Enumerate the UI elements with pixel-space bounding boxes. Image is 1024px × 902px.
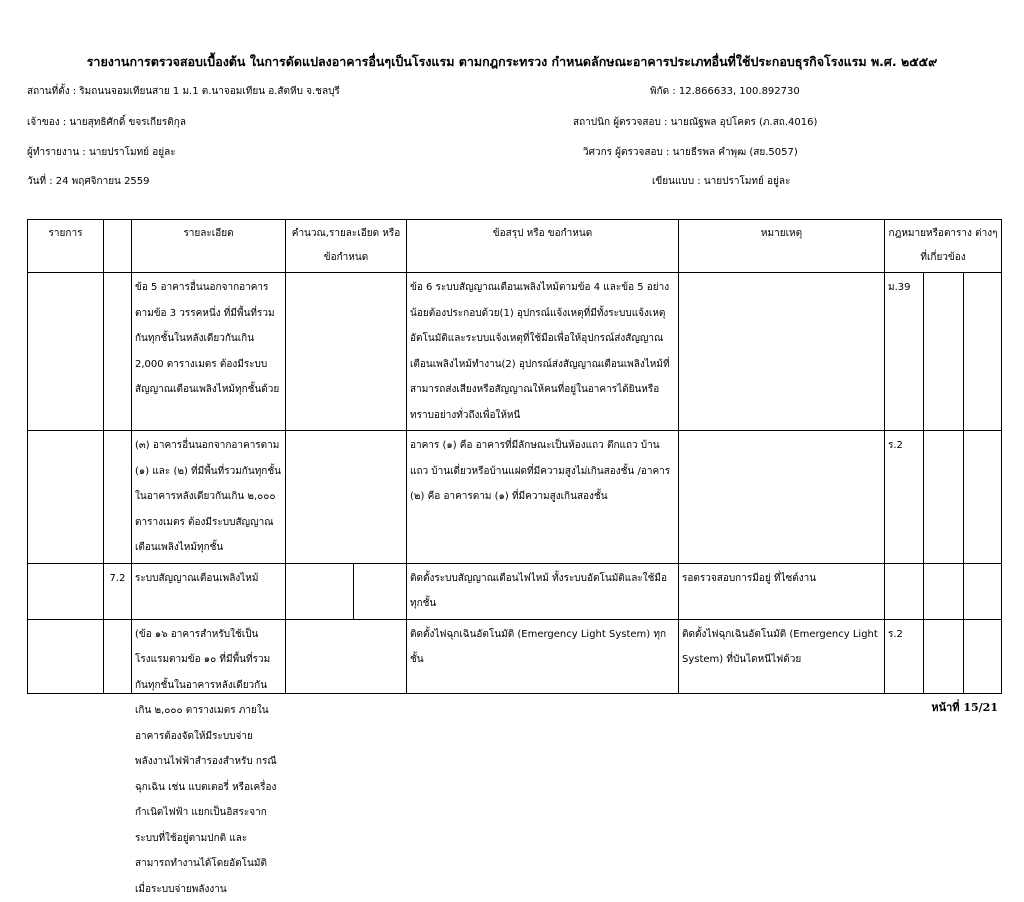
cell-remark: ติดตั้งไฟฉุกเฉินอัตโนมัติ (Emergency Light System) ที่บันไดหนีไฟด้วย — [679, 619, 885, 693]
table-row — [28, 619, 1002, 693]
cell-detail: (๓) อาคารอื่นนอกจากอาคารตาม (๑) และ (๒) ที่มีพื้นที่รวมกันทุกชั้นในอาคารหลังเดียวกันเกิน ๒,๐๐๐ ตารางเมตร ต้องมีระบบสัญญาณเตือนเพลิงไหม้ทุกชั้น — [132, 431, 286, 564]
cell-law-extra — [924, 563, 964, 619]
table-row — [28, 563, 1002, 619]
cell-detail: ข้อ 5 อาคารอื่นนอกจากอาคารตามข้อ 3 วรรคหนึ่ง ที่มีพื้นที่รวมกันทุกชั้นในหลังเดียวกันเกิน 2,000 ตารางเมตร ต้องมีระบบสัญญาณเตือนเพลิงไหม้ทุกชั้นด้วย — [132, 273, 286, 431]
cell-conclusion: ติดตั้งไฟฉุกเฉินอัตโนมัติ (Emergency Light System) ทุกชั้น — [407, 619, 679, 693]
table-header-row — [28, 220, 1002, 273]
cell-remark: รอตรวจสอบการมีอยู่ ที่ไซต์งาน — [679, 563, 885, 619]
header-remark: หมายเหตุ — [679, 220, 885, 273]
cell-law-extra — [964, 431, 1002, 564]
drafter-field: เขียนแบบ : นายปราโมทย์ อยู่ละ — [652, 176, 791, 187]
cell-calc — [286, 273, 407, 431]
cell-item — [28, 619, 104, 693]
document-title: รายงานการตรวจสอบเบื้องต้น ในการดัดแปลงอาคารอื่นๆเป็นโรงแรม ตามกฎกระทรวง กำหนดลักษณะอาคารประเภทอื่นที่ใช้ประกอบธุรกิจโรงแรม พ.ศ. ๒๕๕๙ — [86, 54, 938, 69]
owner-field: เจ้าของ : นายสุทธิศักดิ์ ขจรเกียรติกุล — [27, 117, 186, 128]
coordinates-field: พิกัด : 12.866633, 100.892730 — [650, 86, 800, 97]
cell-calc-extra — [354, 563, 407, 619]
cell-no: 7.2 — [104, 563, 132, 619]
cell-conclusion: อาคาร (๑) คือ อาคารที่มีลักษณะเป็นห้องแถว ตึกแถว บ้านแถว บ้านเดี่ยวหรือบ้านแฝดที่มีความสูงไม่เกินสองชั้น /อาคาร (๒) คือ อาคารตาม (๑) ที่มีความสูงเกินสองชั้น — [407, 431, 679, 564]
cell-law — [885, 563, 924, 619]
cell-calc — [286, 431, 407, 564]
cell-calc — [286, 563, 354, 619]
cell-item — [28, 563, 104, 619]
cell-no — [104, 431, 132, 564]
engineer-field: วิศวกร ผู้ตรวจสอบ : นายธีรพล คำพุฒ (สย.5057) — [583, 147, 798, 158]
page-number: หน้าที่ 15/21 — [931, 701, 998, 714]
cell-detail: (ข้อ ๑๖ อาคารสำหรับใช้เป็นโรงแรมตามข้อ ๑๐ ที่มีพื้นที่รวมกันทุกชั้นในอาคารหลังเดียวกันเกิน ๒,๐๐๐ ตารางเมตร ภายในอาคารต้องจัดให้มีระบบจ่ายพลังงานไฟฟ้าสำรองสำหรับ กรณีฉุกเฉิน เช่น แบตเตอรี่ หรือเครื่องกำเนิดไฟฟ้า แยกเป็นอิสระจากระบบที่ใช้อยู่ตามปกติ และสามารถทำงานได้โดยอัตโนมัติเมื่อระบบจ่ายพลังงาน — [132, 619, 286, 693]
table-row — [28, 431, 1002, 564]
cell-no — [104, 619, 132, 693]
cell-law-extra — [964, 563, 1002, 619]
cell-conclusion: ข้อ 6 ระบบสัญญาณเตือนเพลิงไหม้ตามข้อ 4 และข้อ 5 อย่างน้อยต้องประกอบด้วย(1) อุปกรณ์แจ้งเหตุที่มีทั้งระบบแจ้งเหตุอัตโนมัติและระบบแจ้งเหตุที่ใช้มือเพื่อให้อุปกรณ์ส่งสัญญาณเตือนเพลิงไหม้ทำงาน(2) อุปกรณ์ส่งสัญญาณเตือนเพลิงไหม้ที่สามารถส่งเสียงหรือสัญญาณให้คนที่อยู่ในอาคารได้ยินหรือทราบอย่างทั่วถึงเพื่อให้หนี — [407, 273, 679, 431]
cell-calc — [286, 619, 407, 693]
cell-detail: ระบบสัญญาณเตือนเพลิงไหม้ — [132, 563, 286, 619]
cell-law-extra — [924, 431, 964, 564]
cell-law-extra — [964, 273, 1002, 431]
cell-no — [104, 273, 132, 431]
cell-remark — [679, 431, 885, 564]
cell-conclusion: ติดตั้งระบบสัญญาณเตือนไฟไหม้ ทั้งระบบอัตโนมัติและใช้มือ ทุกชั้น — [407, 563, 679, 619]
location-field: สถานที่ตั้ง : ริมถนนจอมเทียนสาย 1 ม.1 ต.นาจอมเทียน อ.สัตหีบ จ.ชลบุรี — [27, 86, 340, 97]
header-no — [104, 220, 132, 273]
header-item: รายการ — [28, 220, 104, 273]
reporter-field: ผู้ทำรายงาน : นายปราโมทย์ อยู่ละ — [27, 147, 176, 158]
cell-remark — [679, 273, 885, 431]
header-calc: คำนวณ,รายละเอียด หรือ ข้อกำหนด — [286, 220, 407, 273]
cell-law: ร.2 — [885, 431, 924, 564]
cell-law-extra — [924, 273, 964, 431]
header-law: กฎหมายหรือตาราง ต่างๆที่เกี่ยวข้อง — [885, 220, 1002, 273]
cell-law: ร.2 — [885, 619, 924, 693]
architect-field: สถาปนิก ผู้ตรวจสอบ : นายณัฐพล อุปโคตร (ภ.สถ.4016) — [573, 117, 818, 128]
cell-item — [28, 431, 104, 564]
cell-item — [28, 273, 104, 431]
cell-law-extra — [924, 619, 964, 693]
cell-law: ม.39 — [885, 273, 924, 431]
header-detail: รายละเอียด — [132, 220, 286, 273]
header-conclusion: ข้อสรุป หรือ ขอกำหนด — [407, 220, 679, 273]
table-row — [28, 273, 1002, 431]
date-field: วันที่ : 24 พฤศจิกายน 2559 — [27, 176, 150, 187]
cell-law-extra — [964, 619, 1002, 693]
